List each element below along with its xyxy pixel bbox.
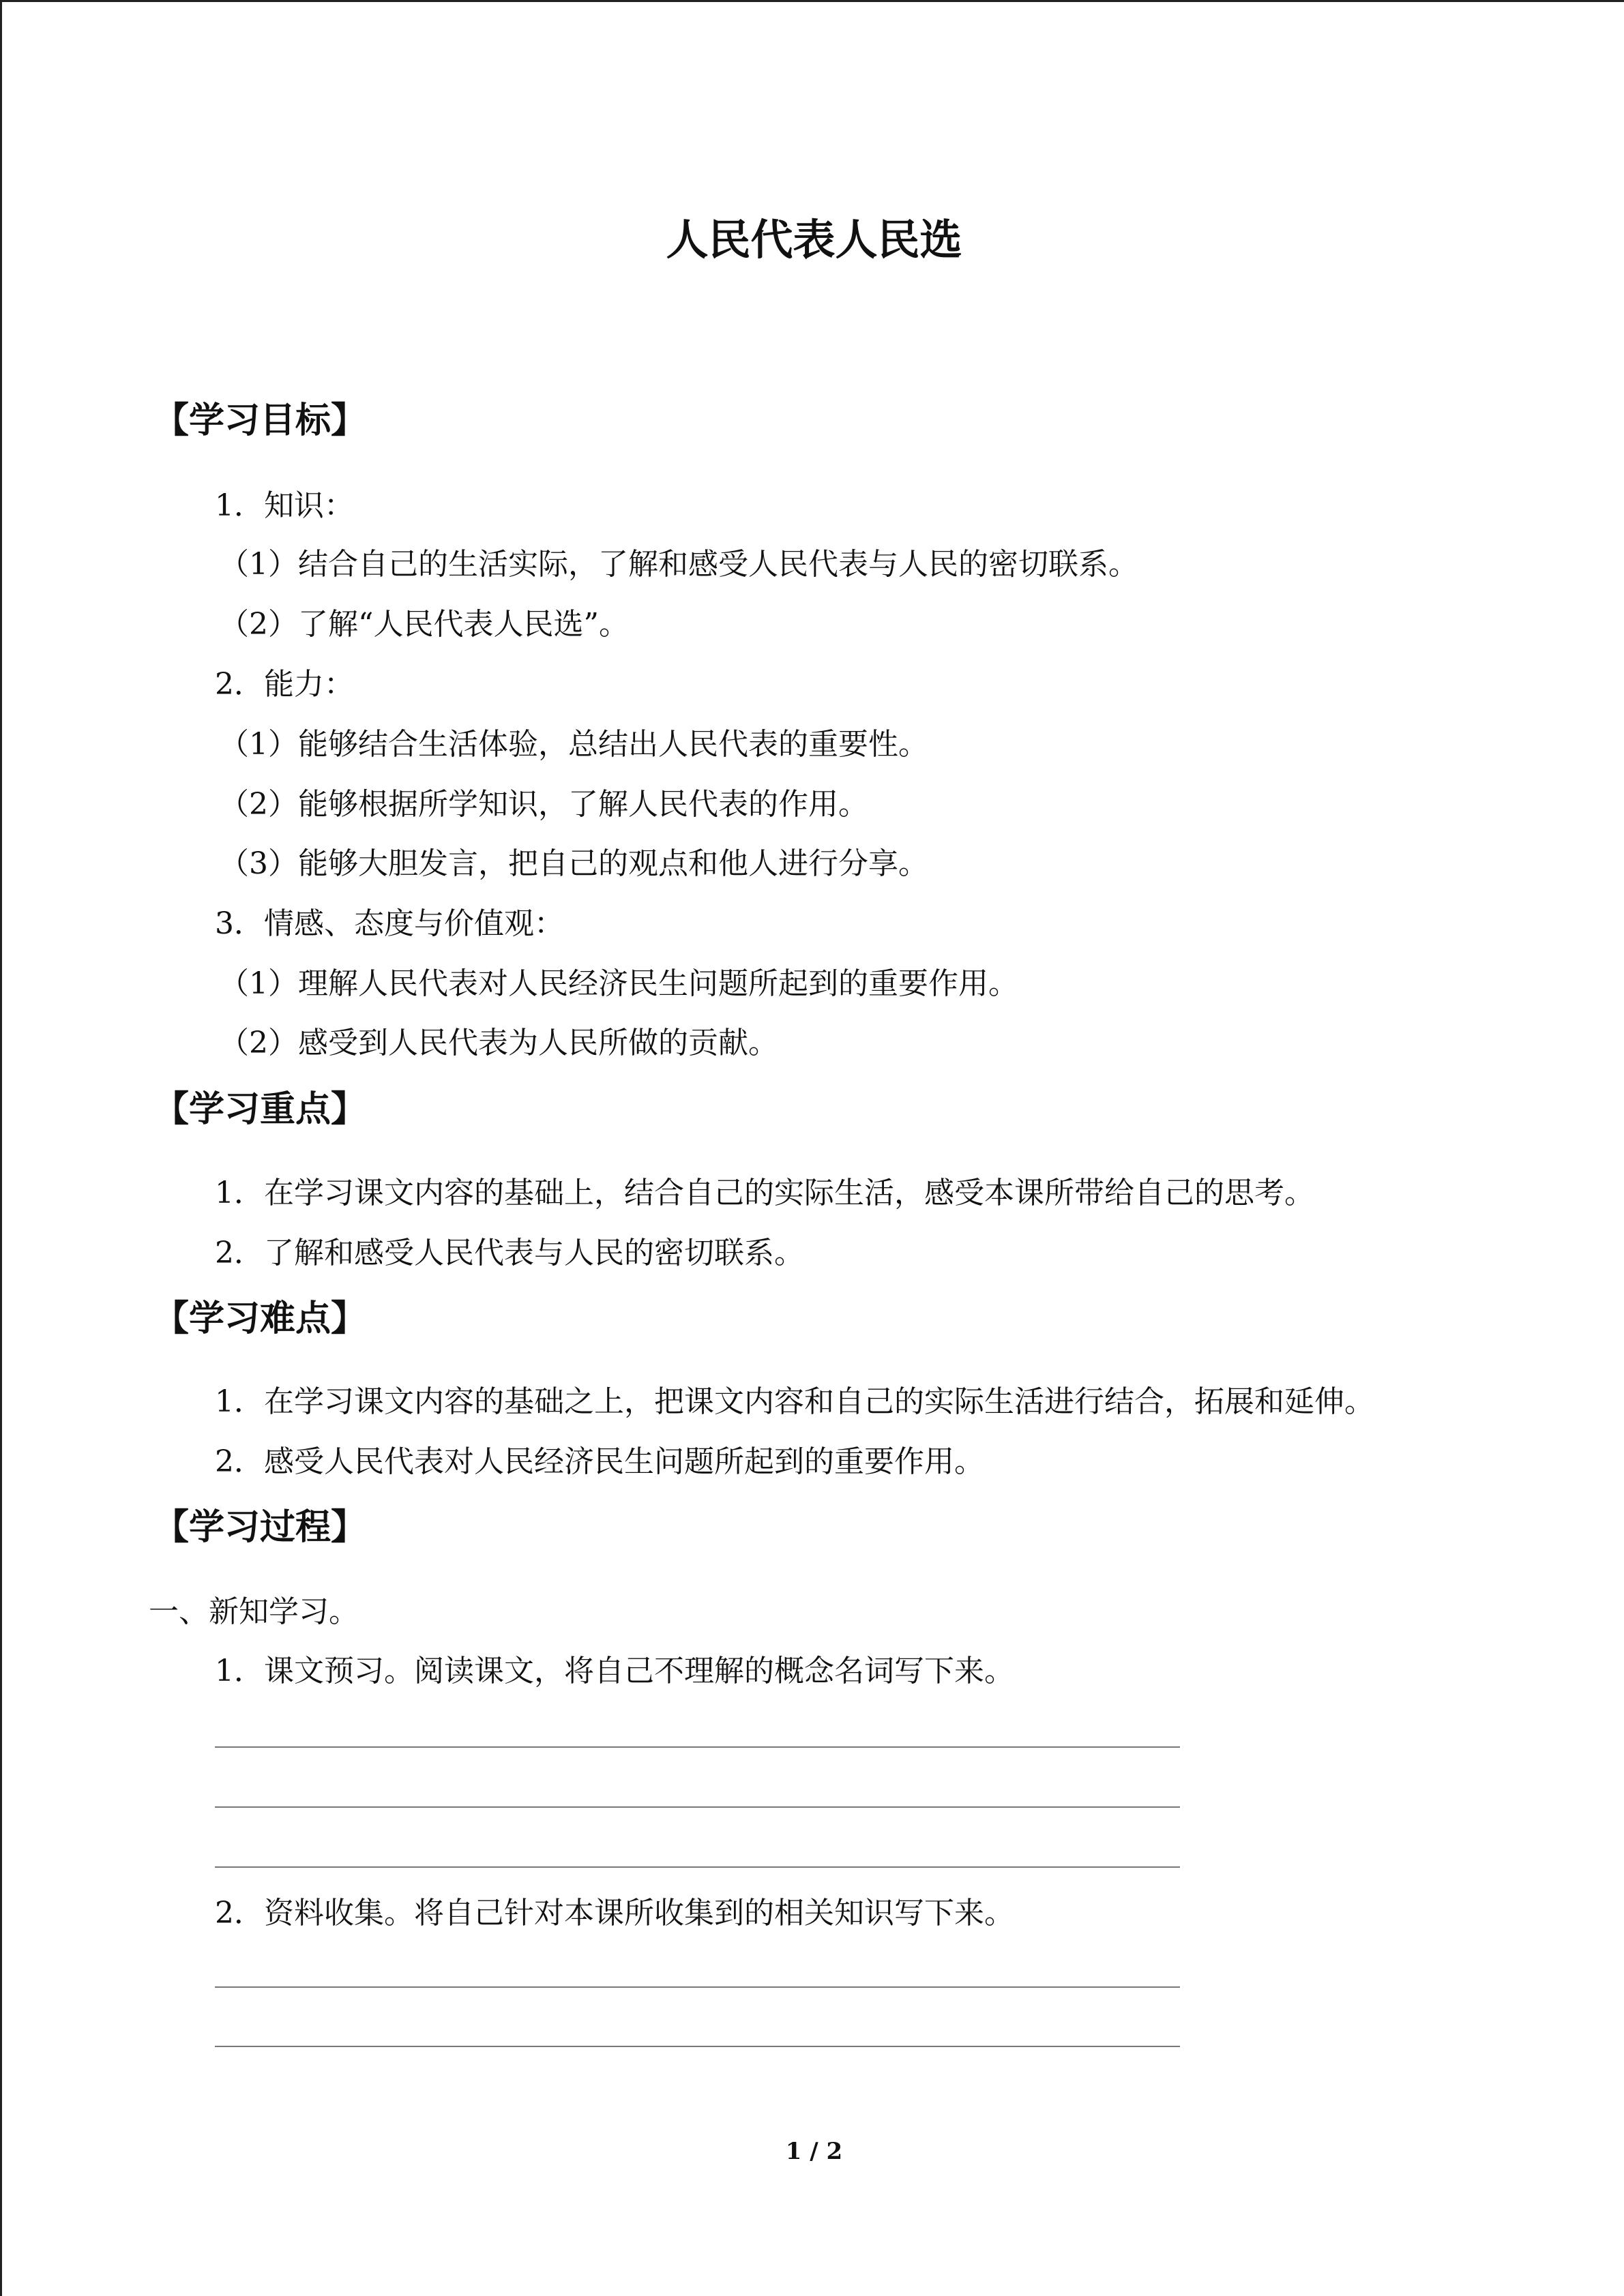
ability-label: 2．能力： (215, 667, 354, 702)
difficulty-item: 1．在学习课文内容的基础之上，把课文内容和自己的实际生活进行结合，拓展和延伸。 (215, 1384, 1374, 1419)
section-heading-objectives: 【学习目标】 (153, 400, 367, 441)
difficulty-item: 2．感受人民代表对人民经济民生问题所起到的重要作用。 (215, 1444, 984, 1479)
answer-line[interactable] (215, 1746, 1180, 1748)
answer-line[interactable] (215, 1986, 1180, 1988)
key-point-item: 2．了解和感受人民代表与人民的密切联系。 (215, 1236, 804, 1270)
section-heading-process: 【学习过程】 (153, 1507, 367, 1548)
emotion-item: （2）感受到人民代表为人民所做的贡献。 (219, 1026, 778, 1060)
page-number: 1 / 2 (785, 2138, 843, 2165)
section-heading-difficulties: 【学习难点】 (153, 1298, 367, 1339)
key-point-item: 1．在学习课文内容的基础上，结合自己的实际生活，感受本课所带给自己的思考。 (215, 1176, 1314, 1210)
answer-line[interactable] (215, 1866, 1180, 1868)
ability-item: （1）能够结合生活体验，总结出人民代表的重要性。 (219, 727, 928, 762)
process-part-label: 一、新知学习。 (149, 1594, 359, 1629)
answer-line[interactable] (215, 1806, 1180, 1808)
page-title: 人民代表人民选 (666, 215, 962, 265)
emotion-label: 3．情感、态度与价值观： (215, 906, 564, 941)
task-instruction: 2．资料收集。将自己针对本课所收集到的相关知识写下来。 (215, 1896, 1014, 1930)
section-heading-key-points: 【学习重点】 (153, 1089, 367, 1130)
ability-item: （3）能够大胆发言，把自己的观点和他人进行分享。 (219, 846, 928, 881)
knowledge-label: 1．知识： (215, 488, 354, 523)
ability-item: （2）能够根据所学知识，了解人民代表的作用。 (219, 787, 868, 822)
emotion-item: （1）理解人民代表对人民经济民生问题所起到的重要作用。 (219, 966, 1018, 1001)
task-instruction: 1．课文预习。阅读课文，将自己不理解的概念名词写下来。 (215, 1654, 1014, 1688)
answer-line[interactable] (215, 2046, 1180, 2047)
knowledge-item: （2）了解“人民代表人民选”。 (219, 607, 629, 642)
knowledge-item: （1）结合自己的生活实际，了解和感受人民代表与人民的密切联系。 (219, 547, 1138, 582)
